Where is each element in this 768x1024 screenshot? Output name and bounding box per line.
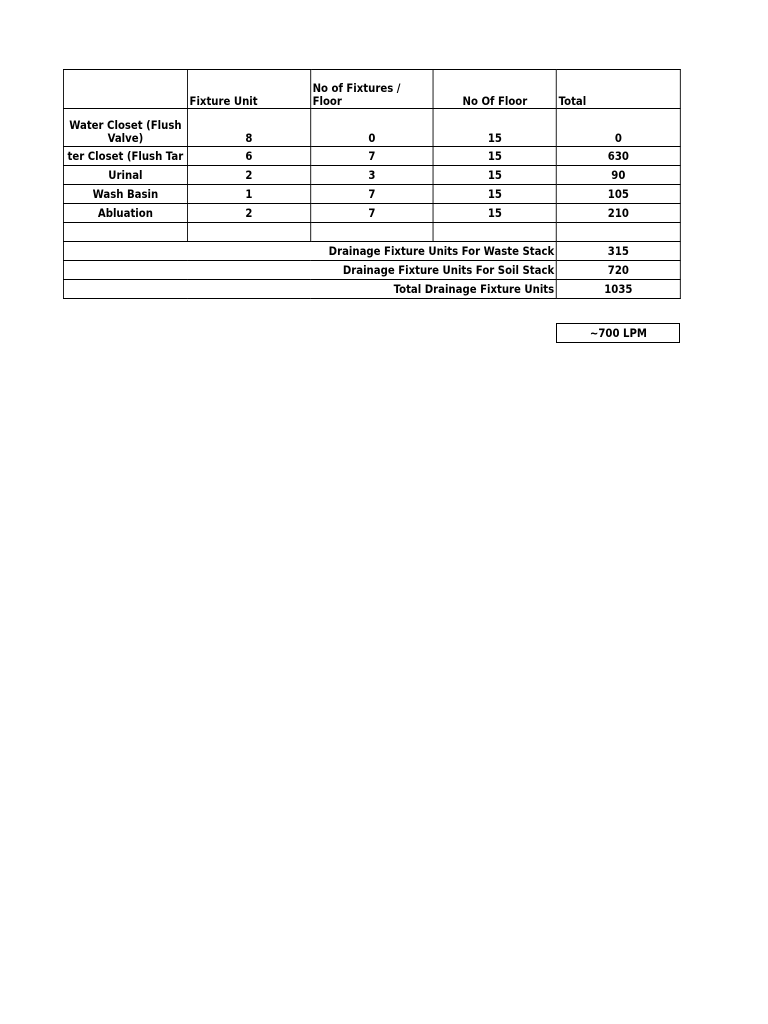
fixture-name-cell: Wash Basin (63, 185, 187, 204)
total-cell: 0 (556, 109, 680, 147)
fixture-name-cell: Water Closet (Flush Valve) (63, 109, 187, 147)
table-row (63, 204, 680, 223)
fixtures-per-floor-cell: 0 (310, 109, 433, 147)
fixture-unit-cell: 2 (187, 204, 310, 223)
table-row (63, 166, 680, 185)
summary-row-total (63, 280, 680, 299)
drainage-fixture-table (63, 69, 681, 299)
empty-cell (556, 223, 680, 242)
header-fixture-unit: Fixture Unit (187, 70, 310, 109)
total-cell: 90 (556, 166, 680, 185)
header-name (63, 70, 187, 109)
fixtures-per-floor-cell: 7 (310, 204, 433, 223)
total-cell: 105 (556, 185, 680, 204)
fixtures-per-floor-cell: 7 (310, 147, 433, 166)
empty-row (63, 223, 680, 242)
table-row (63, 147, 680, 166)
flow-rate-value: ~700 LPM (589, 326, 647, 340)
fixture-unit-cell: 8 (187, 109, 310, 147)
summary-value: 1035 (556, 280, 680, 299)
summary-value: 315 (556, 242, 680, 261)
fixtures-per-floor-cell: 3 (310, 166, 433, 185)
table-row (63, 109, 680, 147)
fixture-name-cell: Abluation (63, 204, 187, 223)
summary-label: Drainage Fixture Units For Soil Stack (63, 261, 556, 280)
header-no-of-floor: No Of Floor (433, 70, 556, 109)
empty-cell (310, 223, 433, 242)
fixtures-per-floor-cell: 7 (310, 185, 433, 204)
empty-cell (63, 223, 187, 242)
fixture-name-text: ter Closet (Flush Tar (67, 148, 184, 163)
summary-row-waste-stack (63, 242, 680, 261)
no-of-floor-cell: 15 (433, 166, 556, 185)
header-row (63, 70, 680, 109)
summary-value: 720 (556, 261, 680, 280)
fixture-unit-cell: 1 (187, 185, 310, 204)
total-cell: 630 (556, 147, 680, 166)
summary-label: Total Drainage Fixture Units (63, 280, 556, 299)
empty-cell (433, 223, 556, 242)
no-of-floor-cell: 15 (433, 147, 556, 166)
empty-cell (187, 223, 310, 242)
summary-row-soil-stack (63, 261, 680, 280)
summary-label: Drainage Fixture Units For Waste Stack (63, 242, 556, 261)
fixture-name-cell (63, 147, 187, 166)
no-of-floor-cell: 15 (433, 109, 556, 147)
no-of-floor-cell: 15 (433, 204, 556, 223)
flow-rate-box (556, 323, 680, 343)
header-fixtures-per-floor: No of Fixtures / Floor (310, 70, 433, 109)
header-total: Total (556, 70, 680, 109)
table-row (63, 185, 680, 204)
fixture-name-cell: Urinal (63, 166, 187, 185)
total-cell: 210 (556, 204, 680, 223)
fixture-unit-cell: 2 (187, 166, 310, 185)
no-of-floor-cell: 15 (433, 185, 556, 204)
fixture-unit-cell: 6 (187, 147, 310, 166)
